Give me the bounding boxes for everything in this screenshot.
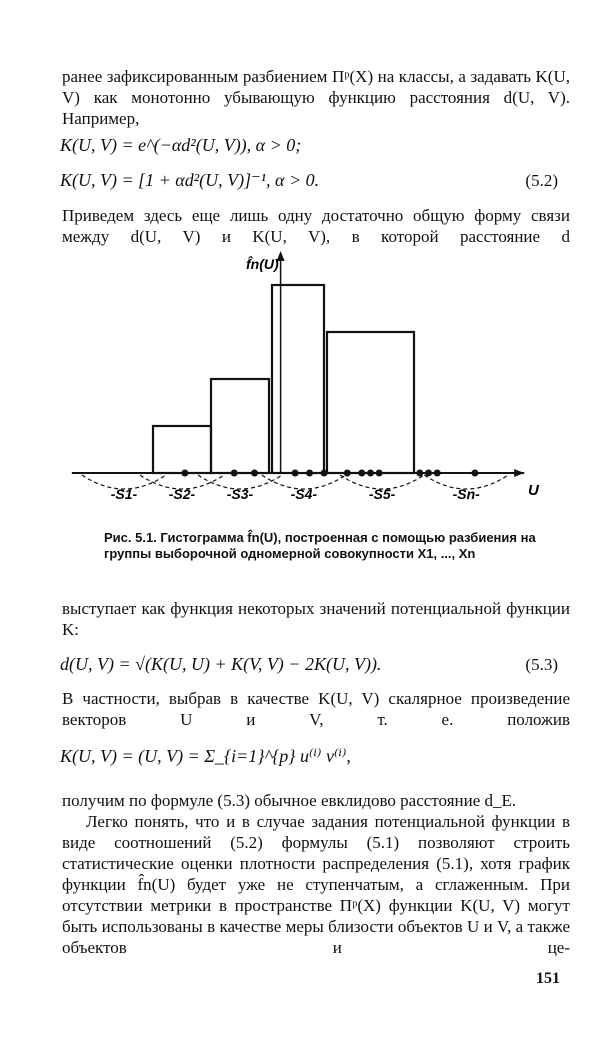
group-label: -Sn- xyxy=(452,486,480,502)
paragraph-4: В частности, выбрав в качестве K(U, V) скалярное произведение векторов U и V, т. е. положив xyxy=(62,689,570,729)
sample-point xyxy=(181,470,188,477)
sample-point xyxy=(471,470,478,477)
sample-point xyxy=(321,470,328,477)
x-axis-label: U xyxy=(528,482,539,499)
histogram-bar xyxy=(272,285,324,473)
sample-point xyxy=(231,470,238,477)
equation-distance-from-kernel: d(U, V) = √(K(U, U) + K(V, V) − 2K(U, V)). xyxy=(60,654,382,674)
histogram-bar xyxy=(327,332,414,473)
sample-point xyxy=(344,470,351,477)
group-label: -S2- xyxy=(168,486,196,502)
equation-exponential-kernel: K(U, V) = e^(−αd²(U, V)), α > 0; xyxy=(60,135,302,155)
paragraph-6: Легко понять, что и в случае задания потенциальной функции в виде соотношений (5.2) формулы (5.1) позволяют строить статистические оценки плотности распределения (5.1), хотя график функции f̂n(U) будет уже не ступенчатым, а сглаженным. При отсутствии метрики в пространстве Πᵖ(X) функции K(U, V) могут быть использованы в качестве меры близости объектов U и V, а также объектов и це- xyxy=(62,812,570,957)
histogram-figure xyxy=(0,245,600,525)
equation-number-5-3: (5.3) xyxy=(525,655,558,674)
histogram-bar xyxy=(211,379,269,473)
group-label: -S1- xyxy=(110,486,138,502)
sample-point xyxy=(358,470,365,477)
sample-point xyxy=(425,470,432,477)
sample-point xyxy=(416,470,423,477)
figure-caption: Рис. 5.1. Гистограмма f̂n(U), построенная с помощью разбиения на группы выборочной одномерной совокупности X1, ..., Xn xyxy=(104,530,536,561)
paragraph-5: получим по формуле (5.3) обычное евклидово расстояние d_E. xyxy=(62,791,517,810)
equation-number-5-2: (5.2) xyxy=(525,171,558,190)
sample-point xyxy=(367,470,374,477)
paragraph-2: Приведем здесь еще лишь одну достаточно общую форму связи между d(U, V) и K(U, V), в которой расстояние d xyxy=(62,206,570,246)
sample-point xyxy=(376,470,383,477)
x-axis-arrow xyxy=(514,469,524,477)
sample-point xyxy=(306,470,313,477)
sample-point xyxy=(434,470,441,477)
equation-scalar-product: K(U, V) = (U, V) = Σ_{i=1}^{p} u⁽ⁱ⁾ v⁽ⁱ⁾, xyxy=(60,746,351,766)
group-label: -S3- xyxy=(226,486,254,502)
paragraph-1: ранее зафиксированным разбиением Πᵖ(X) на классы, а задавать K(U, V) как монотонно убывающую функцию расстояния d(U, V). Например, xyxy=(62,67,570,128)
paragraph-3: выступает как функция некоторых значений потенциальной функции K: xyxy=(62,599,570,639)
equation-rational-kernel: K(U, V) = [1 + αd²(U, V)]⁻¹, α > 0. xyxy=(60,170,320,190)
group-label: -S4- xyxy=(290,486,318,502)
group-label: -S5- xyxy=(368,486,396,502)
sample-point xyxy=(292,470,299,477)
y-axis-label: f̂n(U) xyxy=(246,256,279,272)
histogram-bar xyxy=(153,426,211,473)
page-number: 151 xyxy=(536,970,560,987)
sample-point xyxy=(251,470,258,477)
